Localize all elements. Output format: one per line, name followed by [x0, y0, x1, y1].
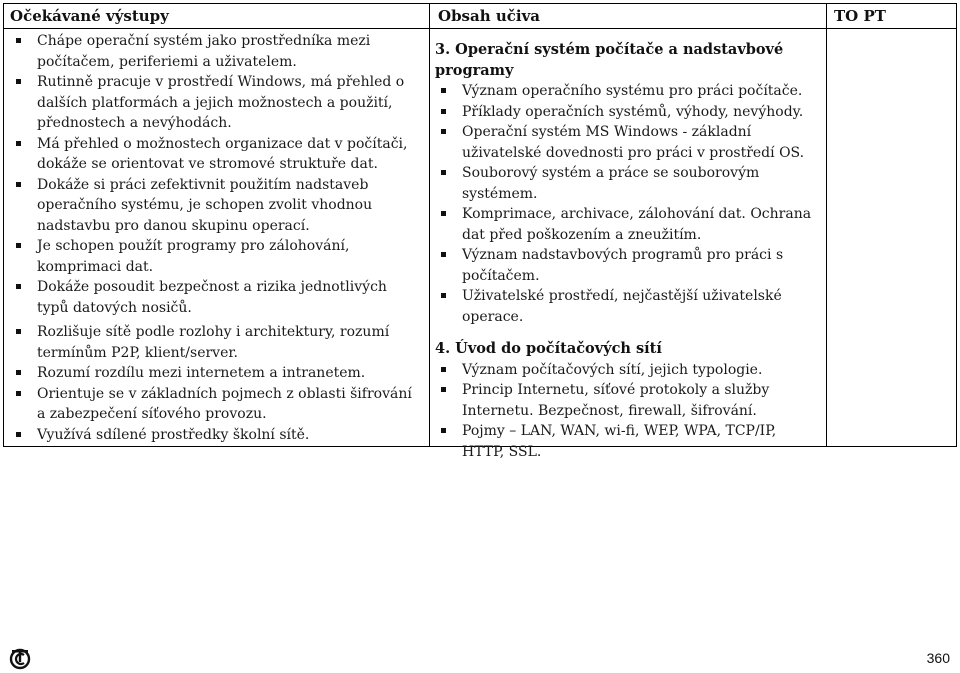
- outcome-item: [10, 175, 422, 237]
- outcome-item: [10, 236, 422, 277]
- topic-item: [435, 204, 821, 245]
- bullet-icon: [441, 367, 446, 372]
- outcome-text: Má přehled o možnostech organizace dat v počítači, dokáže se orientovat ve stromové struktuře dat.: [37, 135, 408, 172]
- outcome-item: [10, 363, 422, 384]
- outcome-text: Rozlišuje sítě podle rozlohy i architektury, rozumí termínům P2P, klient/server.: [37, 324, 390, 361]
- topic-text: Význam nadstavbových programů pro práci s počítačem.: [462, 247, 784, 284]
- bullet-icon: [16, 182, 21, 187]
- outcome-text: Využívá sdílené prostředky školní sítě.: [37, 426, 310, 443]
- outcome-item: [10, 72, 422, 134]
- bullet-icon: [441, 252, 446, 257]
- header-content: Obsah učiva: [438, 7, 541, 25]
- topic-item: [435, 102, 821, 123]
- outcome-text: Je schopen použít programy pro zálohování, komprimaci dat.: [37, 238, 350, 275]
- bullet-icon: [16, 79, 21, 84]
- outcome-item: [10, 425, 422, 446]
- bullet-icon: [441, 109, 446, 114]
- bullet-icon: [441, 129, 446, 134]
- bullet-icon: [16, 38, 21, 43]
- os-topics-list: [435, 81, 821, 327]
- section-title-networks: 4. Úvod do počítačových sítí: [435, 340, 662, 357]
- bullet-icon: [441, 293, 446, 298]
- bullet-icon: [16, 243, 21, 248]
- bullet-icon: [441, 170, 446, 175]
- outcome-item: [10, 277, 422, 318]
- bullet-icon: [441, 428, 446, 433]
- outcome-item: [10, 322, 422, 363]
- header-cross-topics: TO PT: [834, 7, 886, 25]
- topic-text: Příklady operačních systémů, výhody, nevýhody.: [462, 103, 804, 120]
- topic-item: [435, 380, 821, 421]
- outcome-text: Dokáže posoudit bezpečnost a rizika jednotlivých typů datových nosičů.: [37, 279, 387, 316]
- outcome-text: Chápe operační systém jako prostředníka mezi počítačem, periferiemi a uživatelem.: [37, 33, 371, 70]
- topic-text: Princip Internetu, síťové protokoly a služby Internetu. Bezpečnost, firewall, šifrování.: [462, 382, 770, 419]
- topic-item: [435, 245, 821, 286]
- topic-text: Uživatelské prostředí, nejčastější uživatelské operace.: [462, 288, 782, 325]
- bullet-icon: [16, 284, 21, 289]
- topic-text: Význam počítačových sítí, jejich typologie.: [462, 361, 763, 378]
- network-topics-list: [435, 360, 821, 463]
- topic-item: [435, 286, 821, 327]
- topic-text: Operační systém MS Windows - základní uživatelské dovednosti pro práci v prostředí OS.: [462, 124, 805, 161]
- curriculum-table: [3, 3, 957, 460]
- bullet-icon: [441, 88, 446, 93]
- outcome-text: Rozumí rozdílu mezi internetem a intranetem.: [37, 365, 366, 381]
- topic-text: Význam operačního systému pro práci počítače.: [462, 83, 803, 99]
- topic-text: Souborový systém a práce se souborovým systémem.: [462, 165, 760, 202]
- topic-item: [435, 81, 821, 102]
- topic-text: Komprimace, archivace, zálohování dat. Ochrana dat před poškozením a zneužitím.: [462, 206, 812, 243]
- bullet-icon: [441, 211, 446, 216]
- page-number: 360: [926, 650, 950, 666]
- header-outcomes: Očekávané výstupy: [10, 7, 169, 25]
- outcome-text: Dokáže si práci zefektivnit použitím nadstaveb operačního systému, je schopen zvolit vhodnou nadstavbu pro danou skupinu operací.: [37, 176, 373, 234]
- topic-item: [435, 122, 821, 163]
- bullet-icon: [441, 387, 446, 392]
- column-divider: [826, 4, 827, 446]
- topic-item: [435, 163, 821, 204]
- header-divider: [4, 28, 956, 29]
- section-title-os: 3. Operační systém počítače a nadstavbové programy: [435, 41, 784, 79]
- topic-item: [435, 360, 821, 381]
- outcome-text: Orientuje se v základních pojmech z oblasti šifrování a zabezpečení síťového provozu.: [37, 385, 412, 422]
- bullet-icon: [16, 141, 21, 146]
- bullet-icon: [16, 432, 21, 437]
- outcome-item: [10, 134, 422, 175]
- outcomes-list: [10, 31, 422, 445]
- school-logo-icon: [9, 648, 31, 670]
- outcome-text: Rutinně pracuje v prostředí Windows, má přehled o dalších platformách a jejich možnostech a použití, přednostech a nevýhodách.: [37, 74, 405, 131]
- outcome-item: [10, 384, 422, 425]
- bullet-icon: [16, 370, 21, 375]
- topic-item: [435, 421, 821, 462]
- bullet-icon: [16, 391, 21, 396]
- content-column: [435, 40, 821, 462]
- column-divider: [429, 4, 430, 446]
- bullet-icon: [16, 329, 21, 334]
- outcome-item: [10, 31, 422, 72]
- topic-text: Pojmy – LAN, WAN, wi-fi, WEP, WPA, TCP/IP, HTTP, SSL.: [462, 423, 777, 460]
